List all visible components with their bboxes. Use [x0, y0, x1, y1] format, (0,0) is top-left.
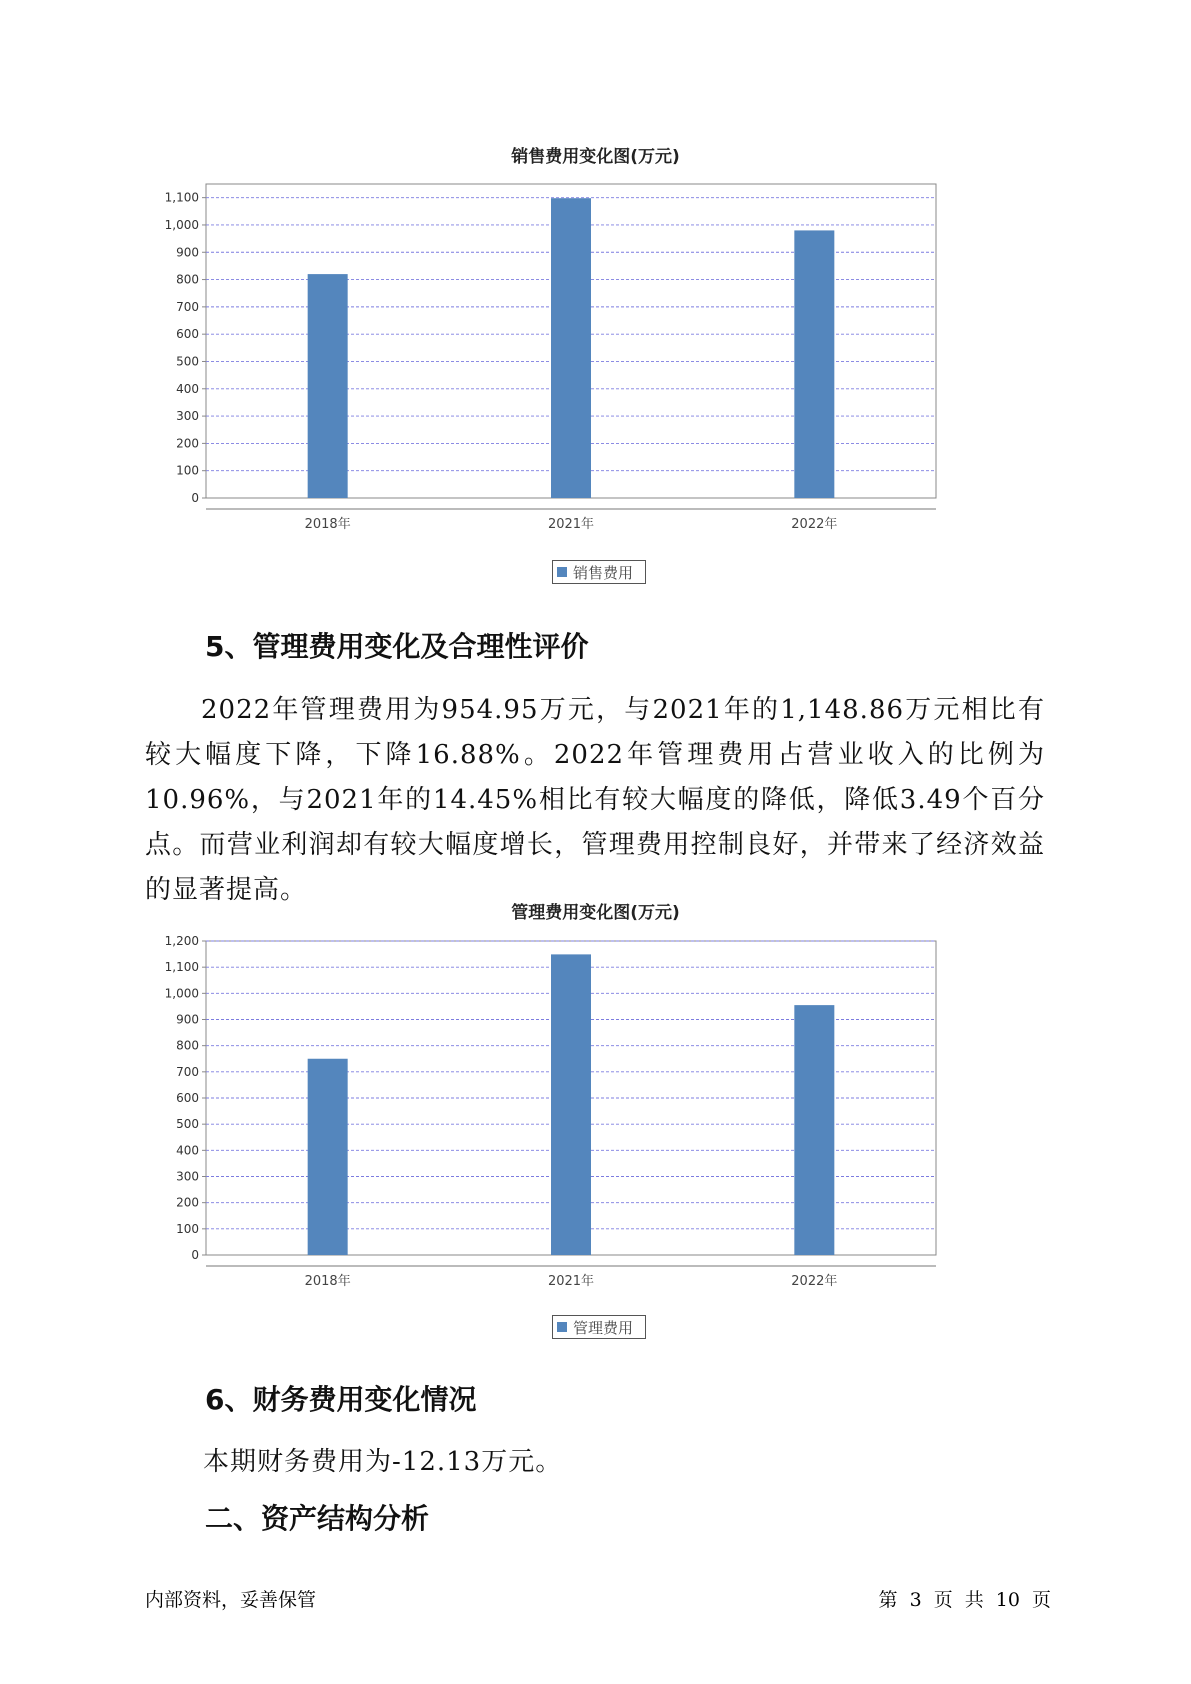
- finance-expense-heading: 6、财务费用变化情况: [205, 1383, 477, 1416]
- footer-confidential-note: 内部资料，妥善保管: [145, 1589, 317, 1611]
- footer-page-info: 第 3 页 共 10 页: [878, 1589, 1051, 1611]
- y-tick-label: 800: [176, 272, 199, 287]
- y-tick-label: 1,000: [164, 217, 199, 232]
- admin-expense-chart: [160, 925, 1020, 1305]
- y-tick-label: 0: [191, 1248, 199, 1262]
- y-tick-label: 800: [176, 1038, 199, 1053]
- y-tick-label: 200: [176, 436, 199, 451]
- x-tick-label: 2022年: [791, 1274, 838, 1289]
- bar-2021年: [551, 198, 591, 498]
- x-tick-label: 2018年: [304, 517, 351, 532]
- x-tick-label: 2022年: [791, 517, 838, 532]
- y-tick-label: 600: [176, 327, 199, 342]
- asset-structure-heading: 二、资产结构分析: [205, 1502, 430, 1535]
- finance-expense-paragraph: 本期财务费用为-12.13万元。: [203, 1447, 563, 1477]
- y-tick-label: 700: [176, 1064, 199, 1079]
- x-tick-label: 2021年: [547, 517, 595, 532]
- y-tick-label: 900: [176, 1012, 199, 1027]
- bar-2018年: [308, 1059, 348, 1255]
- y-tick-label: 1,000: [164, 986, 199, 1001]
- sales-expense-chart: [160, 168, 1020, 548]
- bar-2022年: [794, 230, 834, 498]
- x-tick-label: 2021年: [547, 1274, 595, 1289]
- legend-swatch: [557, 1322, 567, 1332]
- bar-2018年: [308, 274, 348, 498]
- bar-2021年: [551, 954, 591, 1255]
- y-tick-label: 200: [176, 1195, 199, 1210]
- y-tick-label: 600: [176, 1091, 199, 1105]
- legend-swatch: [557, 567, 567, 577]
- y-tick-label: 100: [176, 463, 199, 478]
- legend-label: 管理费用: [573, 1318, 634, 1337]
- y-tick-label: 1,200: [164, 934, 199, 948]
- admin-expense-heading: 5、管理费用变化及合理性评价: [205, 630, 589, 663]
- y-tick-label: 400: [176, 381, 199, 396]
- y-tick-label: 300: [176, 1169, 199, 1184]
- legend-label: 销售费用: [573, 563, 634, 582]
- admin-chart-title: 管理费用变化图(万元): [511, 903, 680, 923]
- y-tick-label: 900: [176, 245, 199, 260]
- y-tick-label: 1,100: [164, 190, 199, 205]
- y-tick-label: 1,100: [164, 960, 199, 975]
- y-tick-label: 0: [191, 491, 199, 505]
- y-tick-label: 500: [176, 354, 199, 369]
- y-tick-label: 500: [176, 1117, 199, 1132]
- admin-chart-legend: [552, 1315, 646, 1339]
- y-tick-label: 300: [176, 409, 199, 424]
- y-tick-label: 100: [176, 1221, 199, 1236]
- admin-expense-paragraph: 2022年管理费用为954.95万元，与2021年的1,148.86万元相比有较大幅度下降，下降16.88%。2022年管理费用占营业收入的比例为10.96%，与2021年的14.45%相比有较大幅度的降低，降低3.49个百分点。而营业利润却有较大幅度增长，管理费用控制良好，并带来了经济效益的显著提高。: [145, 695, 1045, 905]
- x-tick-label: 2018年: [304, 1274, 351, 1289]
- y-tick-label: 700: [176, 299, 199, 314]
- bar-2022年: [794, 1005, 834, 1255]
- sales-chart-legend: [552, 560, 646, 584]
- sales-chart-title: 销售费用变化图(万元): [511, 147, 680, 167]
- y-tick-label: 400: [176, 1143, 199, 1158]
